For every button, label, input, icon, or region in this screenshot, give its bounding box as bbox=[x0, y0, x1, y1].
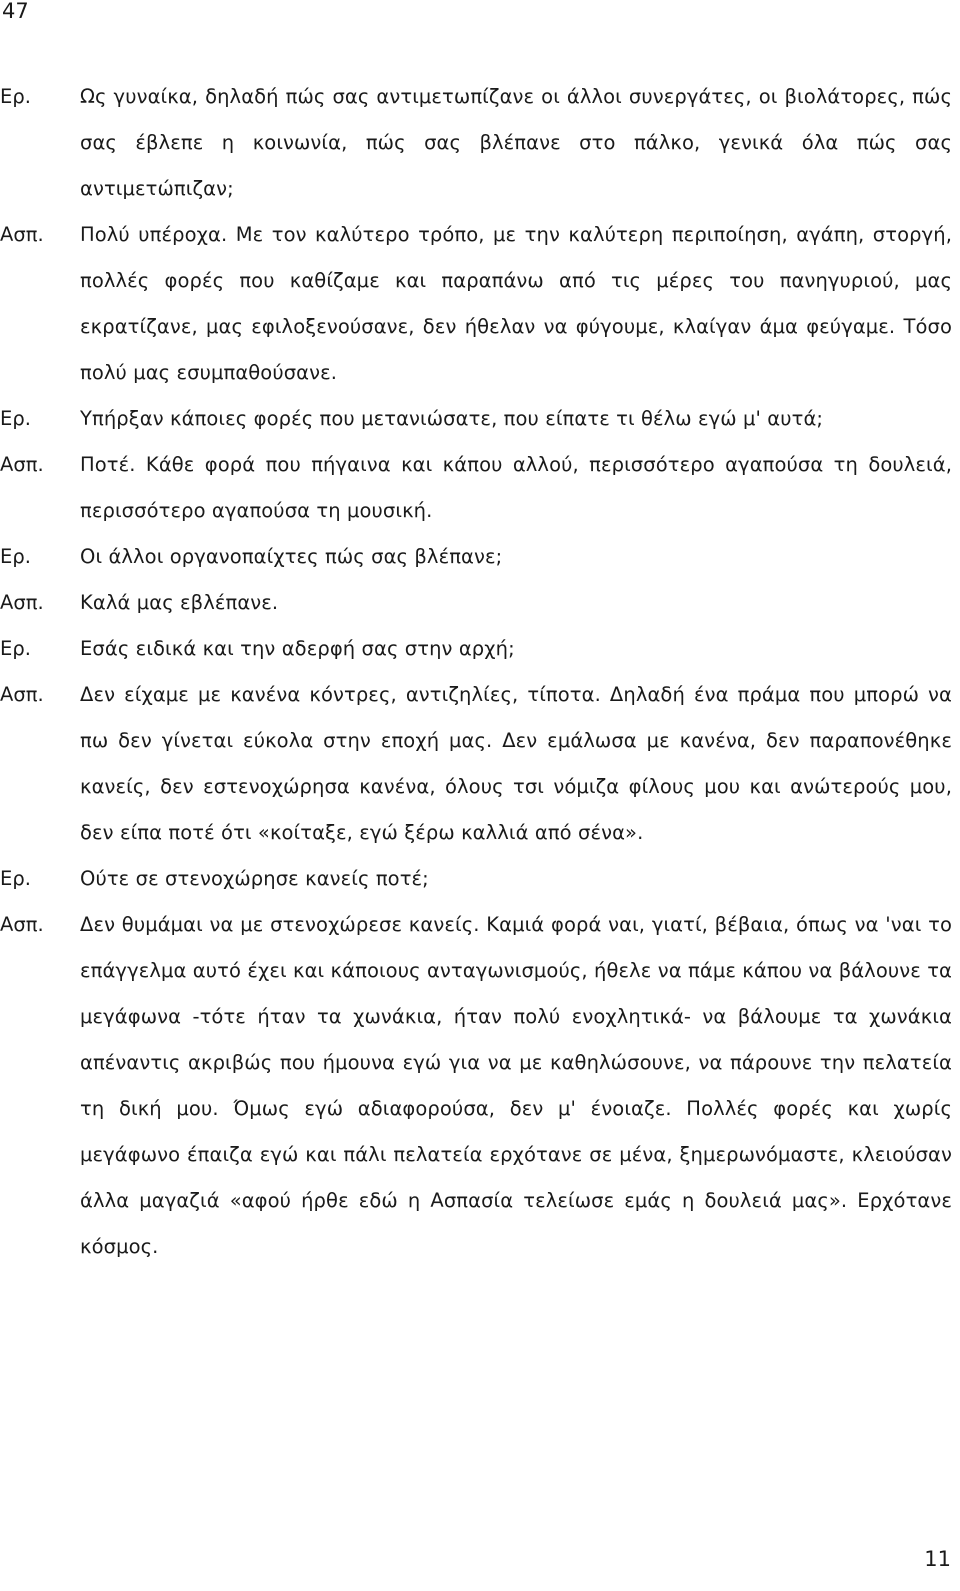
transcript-entry bbox=[0, 902, 952, 1270]
transcript-entry bbox=[0, 442, 952, 534]
utterance-text: Ως γυναίκα, δηλαδή πώς σας αντιμετωπίζανε οι άλλοι συνεργάτες, οι βιολάτορες, πώς σας έβλεπε η κοινωνία, πώς σας βλέπανε στο πάλκο, γενικά όλα πώς σας αντιμετώπιζαν; bbox=[80, 85, 952, 200]
interview-transcript bbox=[0, 74, 952, 1270]
utterance-text: Δεν είχαμε με κανένα κόντρες, αντιζηλίες, τίποτα. Δηλαδή ένα πράμα που μπορώ να πω δεν γίνεται εύκολα στην εποχή μας. Δεν εμάλωσα με κανένα, δεν παραπονέθηκε κανείς, δεν εστενοχώρησα κανένα, όλους τσι νόμιζα φίλους μου και ανώτερούς μου, δεν είπα ποτέ ότι «κοίταξε, εγώ ξέρω καλλιά από σένα». bbox=[80, 683, 952, 844]
utterance-text: Δεν θυμάμαι να με στενοχώρεσε κανείς. Καμιά φορά ναι, γιατί, βέβαια, όπως να 'ναι το επάγγελμα αυτό έχει και κάποιους ανταγωνισμούς, ήθελε να πάμε κάπου να βάλουνε τα μεγάφωνα -τότε ήταν τα χωνάκια, ήταν πολύ ενοχλητικά- να βάλουμε τα χωνάκια απέναντις ακριβώς που ήμουνα εγώ για να με καθηλώσουνε, να πάρουνε την πελατεία τη δική μου. Όμως εγώ αδιαφορούσα, δεν μ' ένοιαζε. Πολλές φορές και χωρίς μεγάφωνο έπαιζα εγώ και πάλι πελατεία ερχότανε σε μένα, ξημερωνόμαστε, κλειούσαν άλλα μαγαζιά «αφού ήρθε εδώ η Ασπασία τελείωσε εμάς η δουλειά μας». Ερχότανε κόσμος. bbox=[80, 913, 952, 1258]
page-number-top: 47 bbox=[2, 0, 29, 23]
page-number-bottom: 11 bbox=[924, 1547, 951, 1571]
utterance-text: Καλά μας εβλέπανε. bbox=[80, 591, 279, 614]
speaker-label: Ασπ. bbox=[0, 223, 44, 246]
transcript-entry bbox=[0, 534, 952, 580]
transcript-entry bbox=[0, 626, 952, 672]
speaker-label: Ασπ. bbox=[0, 683, 44, 706]
transcript-entry bbox=[0, 396, 952, 442]
speaker-label: Ερ. bbox=[0, 867, 31, 890]
utterance-text: Πολύ υπέροχα. Με τον καλύτερο τρόπο, με την καλύτερη περιποίηση, αγάπη, στοργή, πολλές φορές που καθίζαμε και παραπάνω από τις μέρες του πανηγυριού, μας εκρατίζανε, μας εφιλοξενούσανε, δεν ήθελαν να φύγουμε, κλαίγαν άμα φεύγαμε. Τόσο πολύ μας εσυμπαθούσανε. bbox=[80, 223, 952, 384]
transcript-entry bbox=[0, 580, 952, 626]
speaker-label: Ερ. bbox=[0, 85, 31, 108]
transcript-entry bbox=[0, 212, 952, 396]
speaker-label: Ασπ. bbox=[0, 453, 44, 476]
utterance-text: Οι άλλοι οργανοπαίχτες πώς σας βλέπανε; bbox=[80, 545, 503, 568]
speaker-label: Ασπ. bbox=[0, 591, 44, 614]
utterance-text: Ούτε σε στενοχώρησε κανείς ποτέ; bbox=[80, 867, 429, 890]
speaker-label: Ερ. bbox=[0, 407, 31, 430]
speaker-label: Ερ. bbox=[0, 545, 31, 568]
utterance-text: Υπήρξαν κάποιες φορές που μετανιώσατε, που είπατε τι θέλω εγώ μ' αυτά; bbox=[80, 407, 824, 430]
speaker-label: Ασπ. bbox=[0, 913, 44, 936]
transcript-entry bbox=[0, 74, 952, 212]
transcript-entry bbox=[0, 856, 952, 902]
speaker-label: Ερ. bbox=[0, 637, 31, 660]
utterance-text: Ποτέ. Κάθε φορά που πήγαινα και κάπου αλλού, περισσότερο αγαπούσα τη δουλειά, περισσότερο αγαπούσα τη μουσική. bbox=[80, 453, 952, 522]
utterance-text: Εσάς ειδικά και την αδερφή σας στην αρχή; bbox=[80, 637, 515, 660]
transcript-entry bbox=[0, 672, 952, 856]
